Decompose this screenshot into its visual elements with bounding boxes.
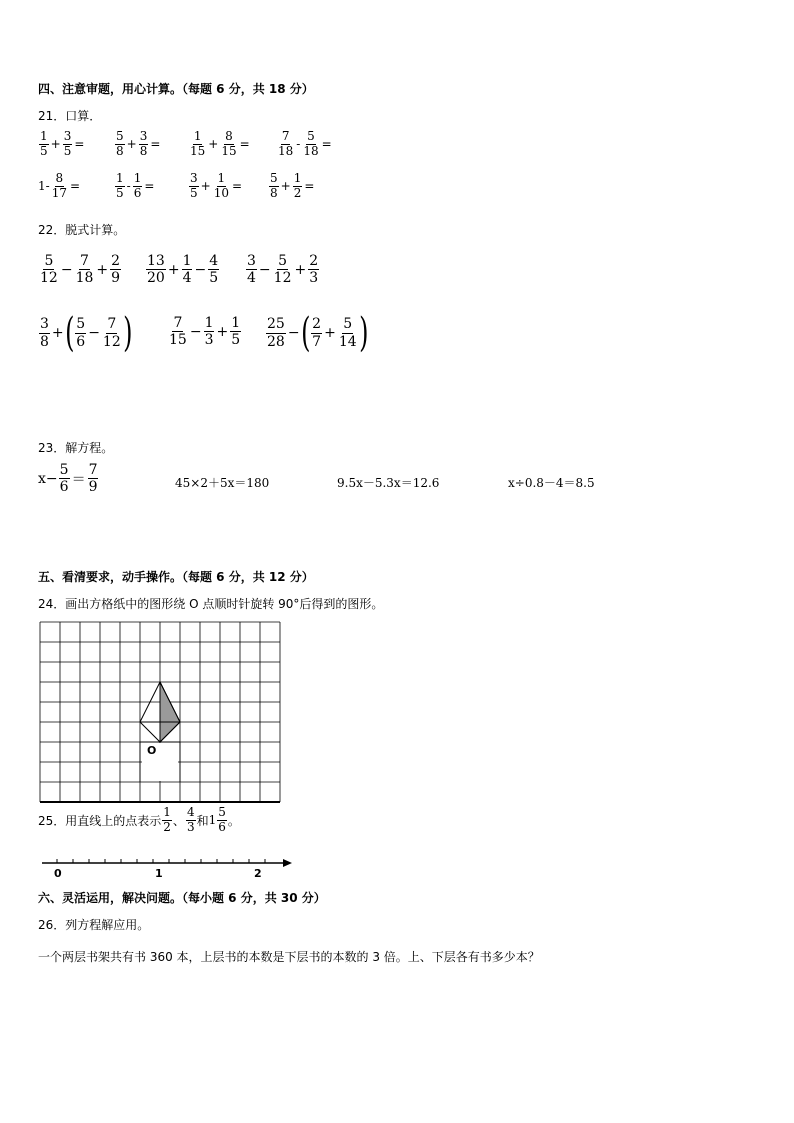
fraction: $\frac{7}{18}$	[278, 129, 294, 158]
section-4-heading: 四、注意审题，用心计算。（每题 6 分，共 18 分）	[38, 82, 314, 96]
q25-title: 25．用直线上的点表示 $\frac{1}{2}$ 、 $\frac{4}{3}$ 和 1 $\frac{5}{6}$ 。	[38, 805, 240, 834]
fraction: $\frac{3}{5}$	[190, 171, 198, 200]
q22-expression-6: $\frac{25}{28}$ − ( $\frac{2}{7}$ + $\frac{5}{14}$ )	[267, 310, 369, 356]
q23-equation-4: x÷0.8－4＝8.5	[508, 476, 595, 490]
q23-equation-2: 45×2＋5x＝180	[175, 476, 270, 490]
kite-figure	[140, 682, 180, 742]
q21-item-1: $\frac{1}{5}$ + $\frac{3}{5}$ =	[40, 129, 85, 158]
number-line-arrow	[283, 859, 292, 867]
fraction: $\frac{3}{5}$	[63, 129, 72, 158]
q22-expression-5: $\frac{7}{15}$ − $\frac{1}{3}$ + $\frac{1}{5}$	[169, 315, 241, 349]
point-o-label: O	[147, 744, 157, 757]
q23-equation-1: x− $\frac{5}{6}$ ＝ $\frac{7}{9}$	[38, 462, 98, 496]
fraction: $\frac{5}{18}$	[303, 129, 319, 158]
tick-label-1: 1	[155, 867, 163, 880]
fraction: $\frac{1}{15}$	[190, 129, 206, 158]
tick-label-2: 2	[254, 867, 262, 880]
q21-item-8: $\frac{5}{8}$ + $\frac{1}{2}$ =	[270, 171, 315, 200]
q22-expression-3: $\frac{3}{4}$ − $\frac{5}{12}$ + $\frac{2}{3}$	[247, 253, 319, 287]
q23-title: 23．解方程。	[38, 441, 114, 455]
fraction: $\frac{5}{8}$	[270, 171, 278, 200]
section-5-heading: 五、看清要求，动手操作。（每题 6 分，共 12 分）	[38, 570, 314, 584]
shaded-triangle	[160, 682, 180, 742]
tick-label-0: 0	[54, 867, 62, 880]
fraction: $\frac{1}{6}$	[133, 171, 142, 200]
fraction: $\frac{5}{8}$	[116, 129, 124, 158]
fraction: $\frac{8}{17}$	[51, 171, 67, 200]
fraction: $\frac{3}{8}$	[139, 129, 148, 158]
q22-expression-1: $\frac{5}{12}$ − $\frac{7}{18}$ + $\frac{2}{9}$	[40, 253, 121, 287]
grid-paper	[38, 620, 282, 804]
q23-equation-3: 9.5x－5.3x＝12.6	[337, 476, 440, 490]
q21-item-5: 1- $\frac{8}{17}$ =	[38, 171, 81, 200]
fraction: $\frac{1}{10}$	[213, 171, 229, 200]
q21-item-2: $\frac{5}{8}$ + $\frac{3}{8}$ =	[116, 129, 161, 158]
fraction: $\frac{1}{2}$	[293, 171, 302, 200]
q26-title: 26．列方程解应用。	[38, 918, 150, 932]
q22-title: 22．脱式计算。	[38, 223, 126, 237]
q22-expression-4: $\frac{3}{8}$ + ( $\frac{5}{6}$ − $\frac{7}{12}$ )	[40, 310, 133, 356]
fraction: $\frac{1}{5}$	[40, 129, 48, 158]
q24-title: 24．画出方格纸中的图形绕 O 点顺时针旋转 90°后得到的图形。	[38, 597, 384, 611]
q21-item-7: $\frac{3}{5}$ + $\frac{1}{10}$ =	[190, 171, 243, 200]
number-line	[38, 852, 294, 880]
q21-item-4: $\frac{7}{18}$ - $\frac{5}{18}$ =	[278, 129, 332, 158]
q21-item-6: $\frac{1}{5}$ - $\frac{1}{6}$ =	[116, 171, 155, 200]
fraction: $\frac{8}{15}$	[221, 129, 237, 158]
fraction: $\frac{1}{5}$	[116, 171, 124, 200]
section-6-heading: 六、灵活运用，解决问题。（每小题 6 分，共 30 分）	[38, 891, 326, 905]
q26-problem: 一个两层书架共有书 360 本，上层书的本数是下层书的本数的 3 倍。上、下层各有书多少本？	[38, 950, 540, 964]
q22-expression-2: $\frac{13}{20}$ + $\frac{1}{4}$ − $\frac{4}{5}$	[147, 253, 219, 287]
q21-title: 21．口算．	[38, 109, 102, 123]
q21-item-3: $\frac{1}{15}$ + $\frac{8}{15}$ =	[190, 129, 250, 158]
